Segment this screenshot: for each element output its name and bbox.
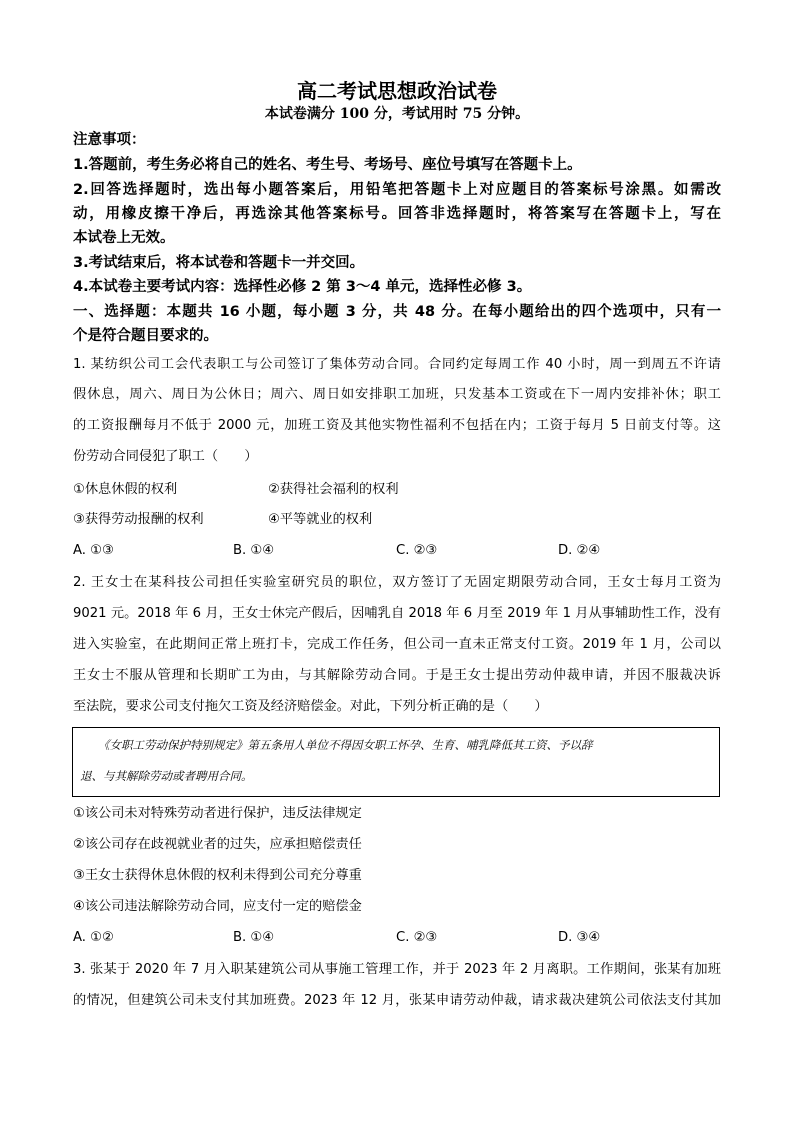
question-1-statement: ②获得社会福利的权利 bbox=[268, 482, 399, 497]
question-2-text: 王女士不服从管理和长期旷工为由，与其解除劳动合同。于是王女士提出劳动仲裁申请，并因不服裁决诉 bbox=[73, 668, 721, 683]
question-1-statement: ③获得劳动报酬的权利 bbox=[73, 512, 204, 527]
notice-line: 动，用橡皮擦干净后，再选涂其他答案标号。回答非选择题时，将答案写在答题卡上，写在 bbox=[73, 206, 721, 222]
question-2-choice-a[interactable]: A. ①② bbox=[73, 930, 114, 945]
notice-heading: 注意事项： bbox=[73, 132, 146, 148]
question-1-choice-d[interactable]: D. ②④ bbox=[558, 543, 601, 558]
notice-line: 4.本试卷主要考试内容：选择性必修 2 第 3～4 单元，选择性必修 3。 bbox=[73, 279, 532, 295]
legal-quote-line: 《女职工劳动保护特别规定》第五条用人单位不得因女职工怀孕、生育、哺乳降低其工资、予以辞 bbox=[98, 738, 593, 752]
section-heading: 个是符合题目要求的。 bbox=[73, 328, 218, 344]
notice-line: 2.回答选择题时，选出每小题答案后，用铅笔把答题卡上对应题目的答案标号涂黑。如需改 bbox=[73, 182, 721, 198]
question-2-choice-b[interactable]: B. ①④ bbox=[233, 930, 275, 945]
question-2-text: 9021 元。2018 年 6 月，王女士休完产假后，因哺乳自 2018 年 6 月至 2019 年 1 月从事辅助性工作，没有 bbox=[73, 606, 721, 621]
question-2-text: 进入实验室，在此期间正常上班打卡，完成工作任务，但公司一直未正常支付工资。2019 年 1 月，公司以 bbox=[73, 637, 721, 652]
notice-line: 本试卷上无效。 bbox=[73, 230, 175, 246]
question-1-text: 假休息，周六、周日为公休日；周六、周日如安排职工加班，只发基本工资或在下一周内安排补休；职工 bbox=[73, 387, 721, 402]
question-1-statement: ①休息休假的权利 bbox=[73, 482, 178, 497]
question-3-text: 3. 张某于 2020 年 7 月入职某建筑公司从事施工管理工作，并于 2023 年 2 月离职。工作期间，张某有加班 bbox=[73, 962, 721, 977]
question-1-text: 份劳动合同侵犯了职工（ ） bbox=[73, 449, 258, 464]
question-2-statement: ④该公司违法解除劳动合同，应支付一定的赔偿金 bbox=[73, 899, 362, 914]
question-2-choice-d[interactable]: D. ③④ bbox=[558, 930, 601, 945]
question-2-statement: ①该公司未对特殊劳动者进行保护，违反法律规定 bbox=[73, 806, 362, 821]
question-2-text: 2. 王女士在某科技公司担任实验室研究员的职位，双方签订了无固定期限劳动合同，王女士每月工资为 bbox=[73, 575, 721, 590]
question-1-choice-a[interactable]: A. ①③ bbox=[73, 543, 114, 558]
question-2-choice-c[interactable]: C. ②③ bbox=[396, 930, 438, 945]
question-1-statement: ④平等就业的权利 bbox=[268, 512, 373, 527]
notice-line: 1.答题前，考生务必将自己的姓名、考生号、考场号、座位号填写在答题卡上。 bbox=[73, 157, 582, 173]
question-1-choice-b[interactable]: B. ①④ bbox=[233, 543, 275, 558]
question-1-text: 1. 某纺织公司工会代表职工与公司签订了集体劳动合同。合同约定每周工作 40 小时，周一到周五不许请 bbox=[73, 357, 721, 372]
question-1-text: 的工资报酬每月不低于 2000 元，加班工资及其他实物性福利不包括在内；工资于每月 5 日前支付等。这 bbox=[73, 418, 721, 433]
question-2-statement: ③王女士获得休息休假的权利未得到公司充分尊重 bbox=[73, 868, 362, 883]
question-2-statement: ②该公司存在歧视就业者的过失，应承担赔偿责任 bbox=[73, 837, 362, 852]
question-2-text: 至法院，要求公司支付拖欠工资及经济赔偿金。对此，下列分析正确的是（ ） bbox=[73, 699, 548, 714]
notice-line: 3.考试结束后，将本试卷和答题卡一并交回。 bbox=[73, 255, 365, 271]
legal-quote-line: 退、与其解除劳动或者聘用合同。 bbox=[80, 769, 253, 783]
section-heading: 一、选择题：本题共 16 小题，每小题 3 分，共 48 分。在每小题给出的四个选项中，只有一 bbox=[73, 304, 721, 320]
question-1-choice-c[interactable]: C. ②③ bbox=[396, 543, 438, 558]
question-3-text: 的情况，但建筑公司未支付其加班费。2023 年 12 月，张某申请劳动仲裁，请求裁决建筑公司依法支付其加 bbox=[73, 993, 721, 1008]
page-title: 高二考试思想政治试卷 bbox=[297, 79, 497, 103]
page-subtitle: 本试卷满分 100 分，考试用时 75 分钟。 bbox=[264, 106, 530, 122]
